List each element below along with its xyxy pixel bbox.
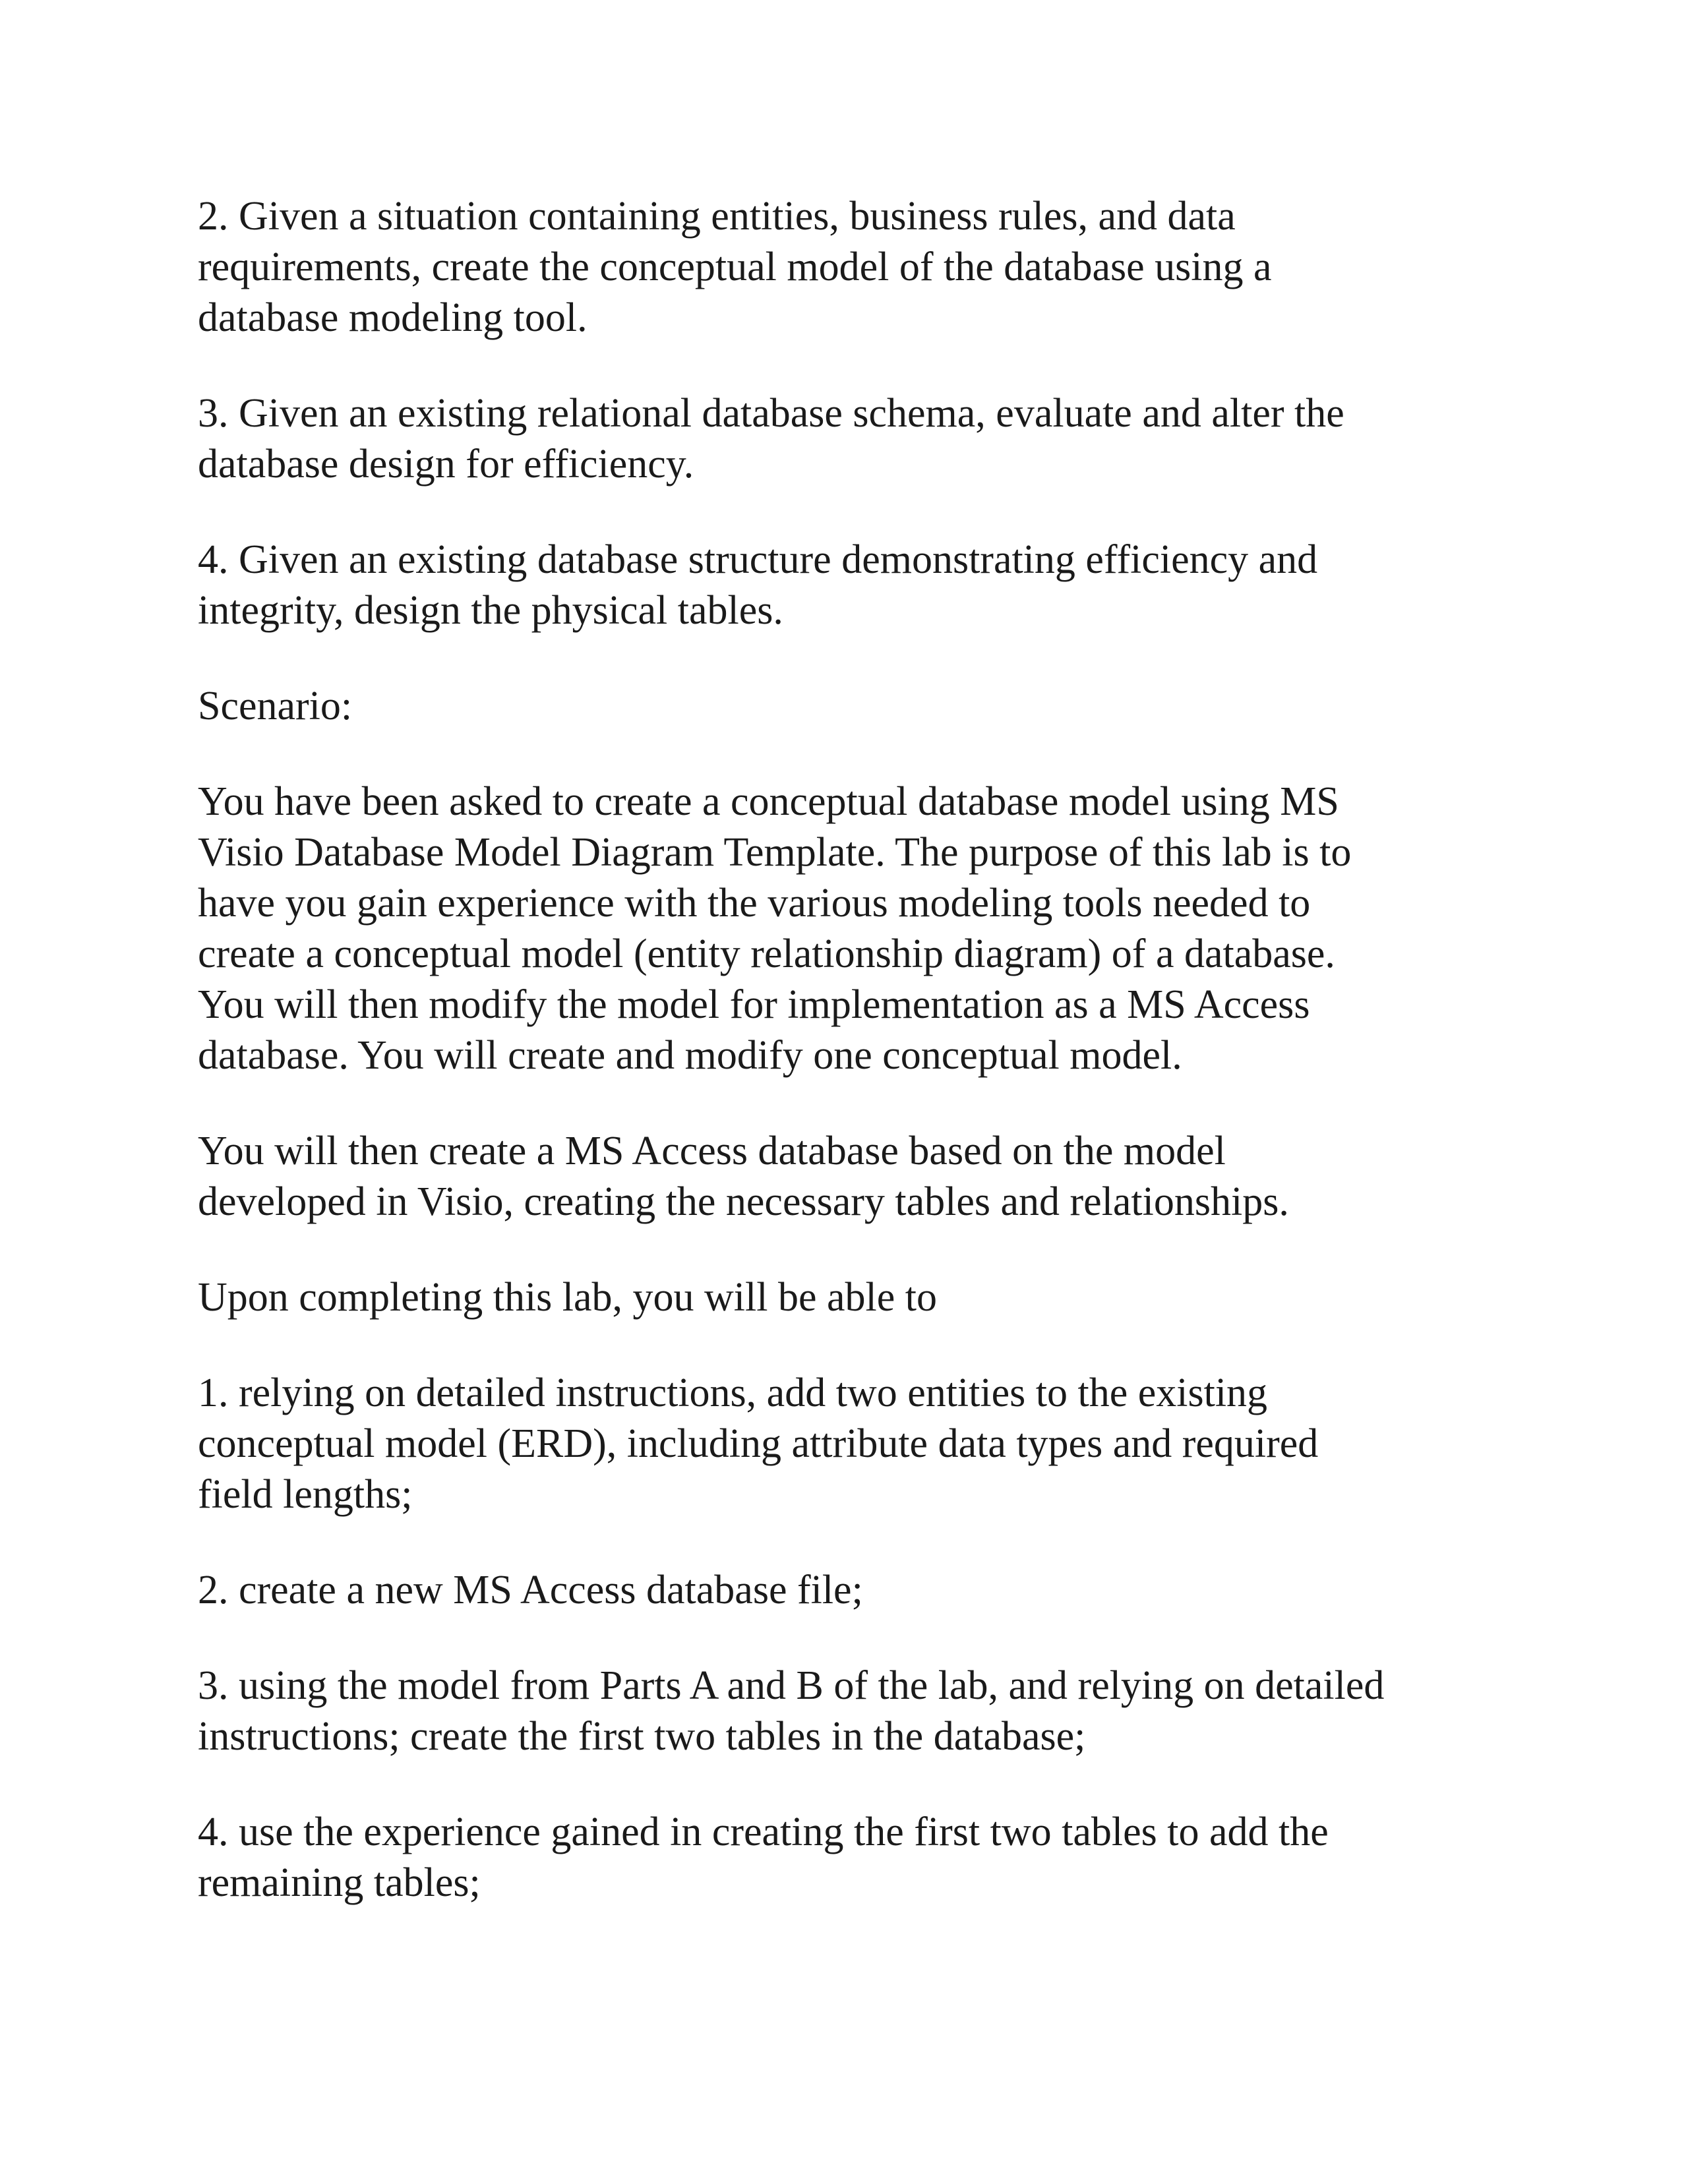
objective-3-paragraph: 3. Given an existing relational database schema, evaluate and alter the database design for efficiency. — [198, 391, 1344, 487]
scenario-heading: Scenario: — [198, 684, 353, 728]
outcomes-intro-paragraph: Upon completing this lab, you will be able to — [198, 1275, 937, 1320]
document-page — [198, 191, 1517, 1953]
objective-4-paragraph: 4. Given an existing database structure demonstrating efficiency and integrity, design the physical tables. — [198, 537, 1318, 633]
objective-2-paragraph: 2. Given a situation containing entities, business rules, and data requirements, create the conceptual model of the database using a database modeling tool. — [198, 194, 1272, 340]
scenario-intro-paragraph: You have been asked to create a conceptual database model using MS Visio Database Model Diagram Template. The purpose of this lab is to have you gain experience with the various modeling tools needed to create a conceptual model (entity relationship diagram) of a database. You will then modify the model for implementation as a MS Access database. You will create and modify one conceptual model. — [198, 779, 1352, 1078]
outcome-2-paragraph: 2. create a new MS Access database file; — [198, 1568, 863, 1612]
outcome-1-paragraph: 1. relying on detailed instructions, add two entities to the existing conceptual model (ERD), including attribute data types and required field lengths; — [198, 1371, 1319, 1517]
scenario-access-paragraph: You will then create a MS Access database based on the model developed in Visio, creating the necessary tables and relationships. — [198, 1129, 1289, 1224]
outcome-4-paragraph: 4. use the experience gained in creating the first two tables to add the remaining tables; — [198, 1810, 1329, 1905]
outcome-3-paragraph: 3. using the model from Parts A and B of the lab, and relying on detailed instructions; create the first two tables in the database; — [198, 1663, 1385, 1759]
